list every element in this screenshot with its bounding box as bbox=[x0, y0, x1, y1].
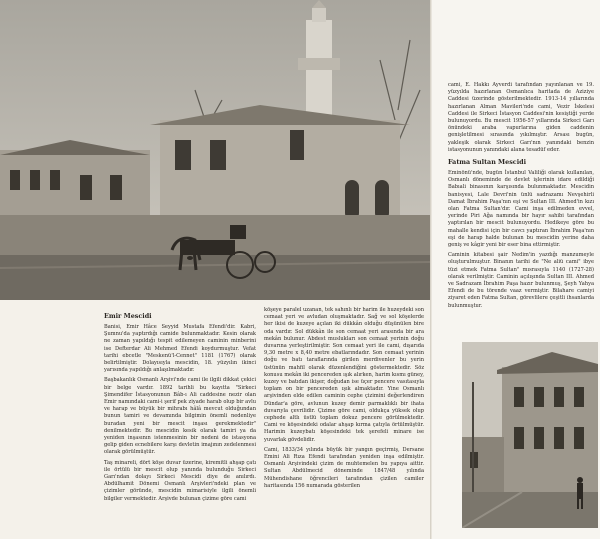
col3-intro: cami, E. Hakkı Ayverdi tarafından yayınlanan ve 19. yüzyılda hazırlanan Osmanlıca haritada de Aziziye Caddesi üzerinde gösterilmektedir. 1913-14 yıllarında hazırlanan Alman Mavileri'nde cami, Vezir İskelesi Caddesi ile Sirkeci İstasyon Caddesi'nin kesiştiği yerde bulunuyordu. Bu mescit 1956-57 yıllarında Sirkeci Garı önündeki araba vapurlarına giden caddenin genişletilmesi sırasında yıkılmıştır. Arsası bugün, yakleşik olarak Sirkeci Garı'nın yanındaki benzin istasyonunun yanındaki alana tesadüf eder. bbox=[448, 82, 594, 153]
historic-mosque-photo-image bbox=[0, 0, 430, 300]
col1-paragraph-2: Başbakanlık Osmanlı Arşivi'nde cami ile ilgili dikkat çekici bir belge vardır. 1892 tarihli bu kayıtta "Sirkeci Şimendifer İstasyonunun Bâb-ı Ali caddesine nezir olan Emir namındaki cami-i şerif pek ziyade harab olup bir avlu ve harap ve büyük bir mihrabı hâlâ mevcut olduğundan bunun tamiri ve devamında bilgimin önemli nedenliye buradan yeni bir mescit inşası gerekmektedir" denilmektedir. Bu mescidin kesik olarak tamiri ya da yeniden inşasının istenmesinin bir nedeni de istasyona gelip giden ecnebilere karşı devletin imajının zedelenmesi olarak görülmüştür. bbox=[104, 377, 256, 456]
section-heading-emir-mescidi: Emir Mescidi bbox=[104, 312, 152, 320]
col3-paragraph-2: Caminin kitabesi şair Nedim'in yazdığı manzumeyle oluşturulmuştur. Binanın tarihi de "Ne aliü cami" ibye tüzi etmek Fatma Sultan" mısrasıyla 1140 (1727-28) olarak verilmiştir. Caminin açılışında Sultan III. Ahmed ve Sadrazam İbrahim Paşa hazır bulunmuş, Şeyh Yahya Efendi de bu törende vaaz vermiştir. Bilahare camiyi ziyaret eden Fatma Sultan, görevlilere çeşitli ihsanlarda bulunmuştur. bbox=[448, 252, 594, 309]
fatma-sultan-mosque-photo-image bbox=[462, 342, 598, 528]
column-1 bbox=[104, 312, 256, 506]
col1-paragraph-3: Taş minareli, dört köşe duvar üzerine, kiremitli ahşap çatı ile örtülü bir mescit olup yanında bulunduğu Sirkeci Garı'ndan dolayı Sirkeci Mescidi diye de anılırdı. Abdülhamit Dönemi Osmanlı Arşivleri'ndeki plan ve çizimler göründe, mescidin mimarisiyle ilgili önemli bilgiler vermektedir. Arşivde bulunan çizime göre cami bbox=[104, 459, 256, 502]
col1-paragraph-1: Banisi, Emir Hâce Seyyid Mustafa Efendi'dir. Kabri, Şumnu'da yaptırdığı camide bulunmaktadır. Kesin olarak ne zaman yapıldığı tespit edilemeyen caminin minberini ise Defterdar Ali Mehmed Efendi koydurmuştur. Vefat tarihi ebcetle "Meskenü'l-Cennet" 1181 (1767) olarak belirtilmiştir. Dolayısıyla mescidin, 18. yüzyılın ikinci yarısında yapıldığı anlaşılmaktadır. bbox=[104, 324, 256, 374]
col3-paragraph-1: Eminönü'nde, bugün İstanbul Valiliği olarak kullanılan, Osmanlı döneminde de devlet işlerinin idare edildiği Babıali binasının karşısında bulunmaktadır. Mescidin banisyesi, Lale Devri'nin ünlü sadrazamı Nevşehirli Damat İbrahim Paşa'nın eşi ve Sultan III. Ahmed'in kızı olan Fatma Sultan'dır. Cami inşa edilmeden evvel, yerinde Piri Ağa namında bir hayır sahibi tarafından yaptırılan bir mescit bulunuyordu. Hedikeye göre bu mahalle kendisi için bir cavcı yaptıran İbrahim Paşa'nın eşi de harap halde bulunan bu mescidin yerine daha geniş ve kâgir yeni bir eser bina ettirmiştir. bbox=[448, 170, 594, 249]
column-3 bbox=[448, 82, 594, 313]
col2-paragraph-1: köşeye paralel uzanan, tek sahınlı bir harim ile huzeydeki son cemaat yeri ve avludan oluşmaktadır. Sağ ve sol köşelerde her ikisi de kuzeye açılan iki dükkân olduğu düşünülen bire oda vardır. Sol dükkân ile son cemaat yeri arasında bir ara mekân bulunur. Abdest muslukları son cemaat yerinin doğu duvarına yerleştirilmiştir. Son cemaat yeri ile cami, dışarıda 9,30 metre x 8,40 metre ebatlarındadır. Son cemaat yerinin doğu ve batı taraflarında girilen merdivenler bu yerin üstünün mahfil olarak düzenlendiğini göstermektedir. Söz konusu mekân iki pencereden ışık alırken, harim kısmı güney, kuzey ve batıdan ikişer, doğudan ise üçer pencere vasıtasıyla toplam on bir pencereden ışık almaktadır. Yine Osmanlı arşivinden elde edilen caminin cephe çizimini değerlendiren Dündar'a göre, avlunun kuzey demir parmaklıklı bir ihata duvarıyla çevrilidir. Çizime göre cami, oldukça yüksek olup cephede altlı üstlü toplam dokuz pencere görülmektedir. Cami ve köşesindeki odalar ahşap kırma çatıyla örtülmüştür. Harimin kuzeybatı köşesindeki tek şerefeli minare ise yuvarlak gövdelidir. bbox=[264, 307, 424, 443]
col2-paragraph-2: Cami, 1833/34 yılında büyük bir yangın geçirmiş, Dersane Emini Ali Rıza Efendi tarafından yeniden inşa edilmiştir. Osmanlı Arşivindeki çizim de muhtemelen bu yapıya aittir. Sultan Abdülmecid döneminde 1847/48 yılında Mühendishane öğrencileri tarafından çizilen camiler haritasında 156 numarada gösterilen bbox=[264, 446, 424, 489]
section-heading-fatma-sultan: Fatma Sultan Mescidi bbox=[448, 158, 527, 167]
historic-mosque-photo bbox=[0, 0, 430, 300]
column-2 bbox=[264, 307, 424, 493]
fatma-sultan-mosque-photo bbox=[462, 342, 598, 528]
